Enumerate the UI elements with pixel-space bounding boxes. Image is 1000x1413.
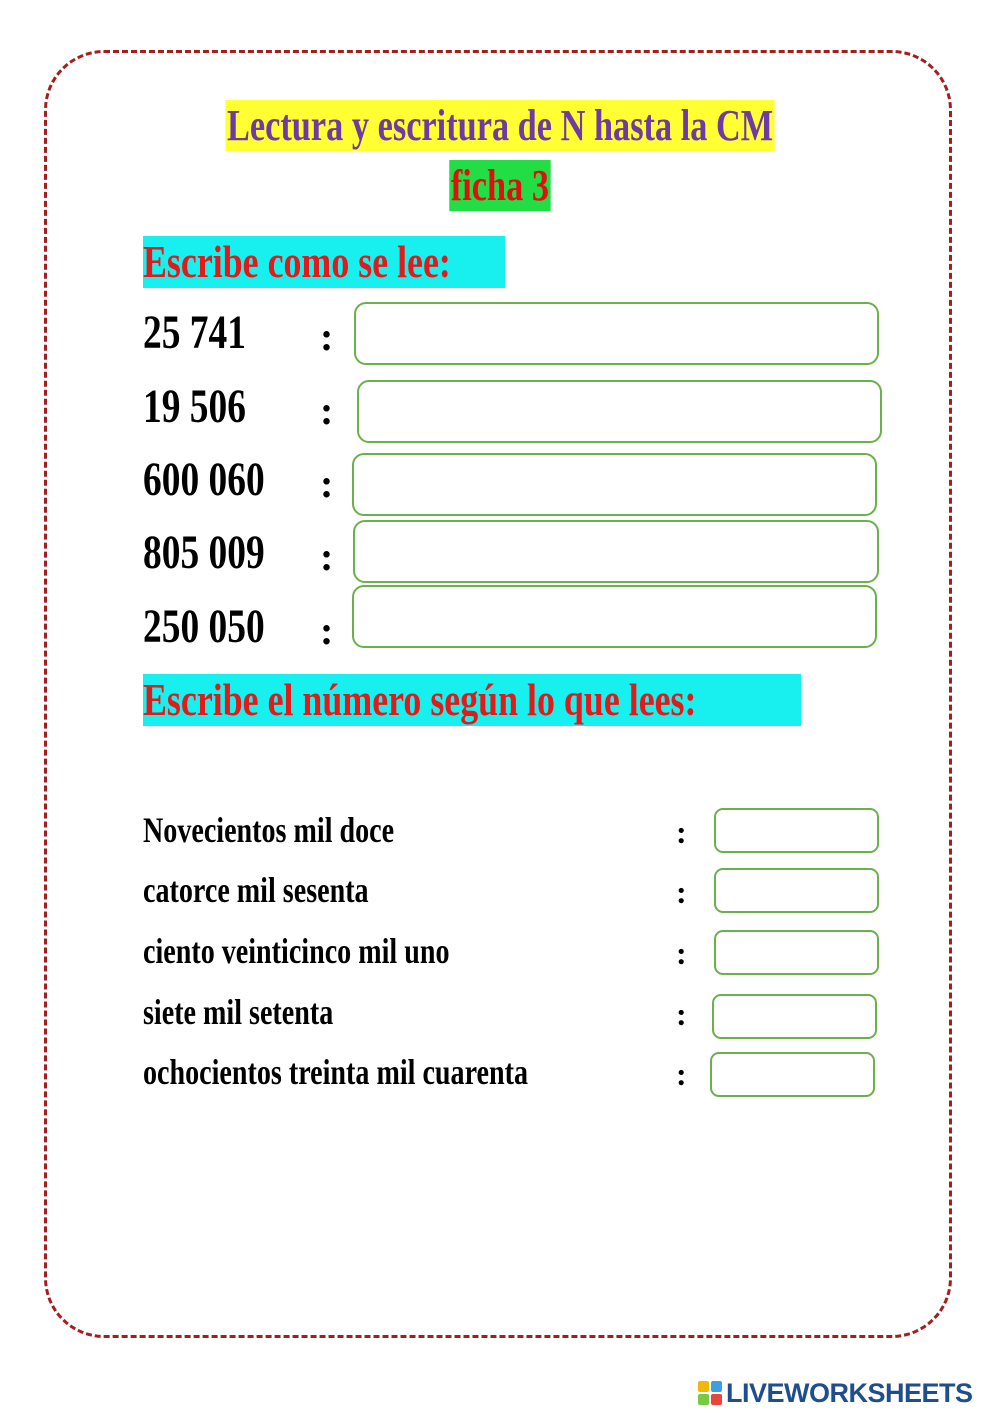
answer-input[interactable] bbox=[357, 380, 882, 443]
phrase-label: catorce mil sesenta bbox=[143, 870, 369, 910]
colon: : bbox=[320, 314, 334, 359]
answer-input[interactable] bbox=[352, 585, 877, 648]
colon: : bbox=[676, 996, 687, 1032]
colon: : bbox=[676, 1056, 687, 1092]
number-label: 250 050 bbox=[143, 600, 265, 653]
phrase-label: ochocientos treinta mil cuarenta bbox=[143, 1052, 529, 1092]
number-label: 19 506 bbox=[143, 380, 246, 433]
logo-blocks-icon bbox=[698, 1381, 722, 1405]
number-input[interactable] bbox=[710, 1052, 875, 1097]
number-label: 805 009 bbox=[143, 526, 265, 579]
colon: : bbox=[320, 388, 334, 433]
number-label: 600 060 bbox=[143, 453, 265, 506]
number-input[interactable] bbox=[714, 868, 879, 913]
number-input[interactable] bbox=[714, 808, 879, 853]
colon: : bbox=[676, 935, 687, 971]
liveworksheets-logo bbox=[698, 1378, 973, 1408]
phrase-label: ciento veinticinco mil uno bbox=[143, 931, 450, 971]
answer-input[interactable] bbox=[354, 302, 879, 365]
answer-input[interactable] bbox=[353, 520, 879, 583]
number-label: 25 741 bbox=[143, 306, 246, 359]
worksheet-subtitle: ficha 3 bbox=[450, 161, 550, 210]
answer-input[interactable] bbox=[352, 453, 877, 516]
colon: : bbox=[676, 814, 687, 850]
section-heading-write: Escribe el número según lo que lees: bbox=[143, 674, 801, 726]
phrase-label: Novecientos mil doce bbox=[143, 810, 395, 850]
number-input[interactable] bbox=[712, 994, 877, 1039]
phrase-label: siete mil setenta bbox=[143, 992, 334, 1032]
colon: : bbox=[320, 461, 334, 506]
worksheet-title: Lectura y escritura de N hasta la CM bbox=[226, 101, 774, 150]
colon: : bbox=[320, 608, 334, 653]
number-input[interactable] bbox=[714, 930, 879, 975]
colon: : bbox=[676, 874, 687, 910]
colon: : bbox=[320, 534, 334, 579]
section-heading-read: Escribe como se lee: bbox=[143, 236, 505, 288]
brand-name: LIVEWORKSHEETS bbox=[726, 1377, 973, 1408]
